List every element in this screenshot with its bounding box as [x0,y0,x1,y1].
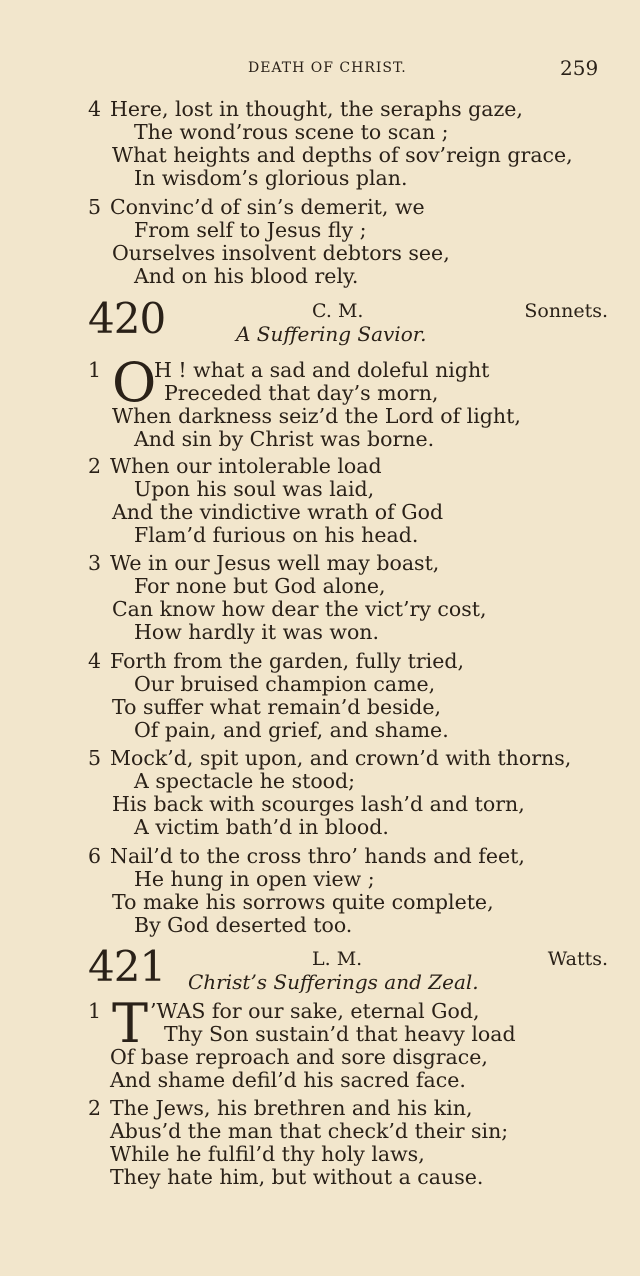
verse-line: Our bruised champion came, [134,672,436,696]
hymn-tune: Watts. [547,948,608,970]
verse-line: Of pain, and grief, and shame. [134,718,449,742]
verse-line: A victim bath’d in blood. [134,815,389,839]
verse-line: From self to Jesus fly ; [134,218,367,242]
verse-number: 1 [88,358,102,382]
verse-line: In wisdom’s glorious plan. [134,166,408,190]
verse-line: He hung in open view ; [134,867,375,891]
verse-number: 3 [88,551,102,575]
hymn-number: 421 [88,942,166,991]
hymn-421-header [88,942,608,996]
hymn-420-verse-1 [88,351,608,451]
verse-line: Forth from the garden, fully tried, [110,649,464,673]
verse-4-prev-hymn [88,98,608,190]
verse-line: They hate him, but without a cause. [110,1165,484,1189]
hymn-420-verse-6 [88,845,608,937]
verse-number: 1 [88,999,102,1023]
hymn-420-verse-2 [88,455,608,547]
hymn-meter: C. M. [312,300,364,322]
hymn-number: 420 [88,294,166,343]
verse-line: Ourselves insolvent debtors see, [112,241,450,265]
hymn-title: A Suffering Savior. [236,322,427,346]
verse-line: Nail’d to the cross thro’ hands and feet, [110,844,525,868]
hymn-420-verse-3 [88,552,608,644]
verse-line: When our intolerable load [110,454,382,478]
verse-number: 5 [88,746,102,770]
verse-line: ’WAS for our sake, eternal God, [150,999,480,1023]
verse-5-prev-hymn [88,196,608,288]
hymn-420-verse-4 [88,650,608,742]
verse-line: Convinc’d of sin’s demerit, we [110,195,425,219]
verse-number: 4 [88,97,102,121]
hymn-421-verse-2 [88,1097,608,1189]
verse-line: What heights and depths of sov’reign grace, [112,143,573,167]
verse-line: Flam’d furious on his head. [134,523,419,547]
verse-line: Of base reproach and sore disgrace, [110,1045,488,1069]
hymn-420-header [88,294,608,348]
hymn-421-verse-1 [88,992,608,1092]
verse-number: 6 [88,844,102,868]
verse-line: A spectacle he stood; [134,769,356,793]
verse-line: Here, lost in thought, the seraphs gaze, [110,97,523,121]
verse-line: Preceded that day’s morn, [164,381,439,405]
verse-line: Abus’d the man that check’d their sin; [110,1119,509,1143]
hymn-420-verse-5 [88,747,608,839]
hymn-tune: Sonnets. [524,300,608,322]
page-number: 259 [560,56,599,80]
verse-line: While he fulfil’d thy holy laws, [110,1142,425,1166]
verse-line: For none but God alone, [134,574,386,598]
verse-line: To suffer what remain’d beside, [112,695,442,719]
verse-line: Thy Son sustain’d that heavy load [164,1022,516,1046]
verse-number: 2 [88,1096,102,1120]
verse-number: 5 [88,195,102,219]
verse-line: When darkness seiz’d the Lord of light, [112,404,521,428]
verse-line: Can know how dear the vict’ry cost, [112,597,487,621]
verse-line: The Jews, his brethren and his kin, [110,1096,473,1120]
verse-line: His back with scourges lash’d and torn, [112,792,525,816]
verse-line: We in our Jesus well may boast, [110,551,440,575]
verse-number: 2 [88,454,102,478]
drop-cap: O [112,351,157,414]
verse-line: The wond’rous scene to scan ; [134,120,449,144]
verse-line: Mock’d, spit upon, and crown’d with thorns, [110,746,572,770]
verse-line: And shame defil’d his sacred face. [110,1068,466,1092]
verse-line: To make his sorrows quite complete, [112,890,494,914]
verse-line: And sin by Christ was borne. [134,427,435,451]
drop-cap: T [112,992,149,1055]
verse-line: H ! what a sad and doleful night [154,358,490,382]
verse-line: Upon his soul was laid, [134,477,375,501]
verse-line: And the vindictive wrath of God [112,500,444,524]
verse-line: How hardly it was won. [134,620,380,644]
running-head: DEATH OF CHRIST. [248,60,407,76]
verse-line: By God deserted too. [134,913,353,937]
page-header [0,56,640,80]
verse-line: And on his blood rely. [134,264,359,288]
hymn-meter: L. M. [312,948,363,970]
hymn-title: Christ’s Sufferings and Zeal. [188,970,479,994]
verse-number: 4 [88,649,102,673]
